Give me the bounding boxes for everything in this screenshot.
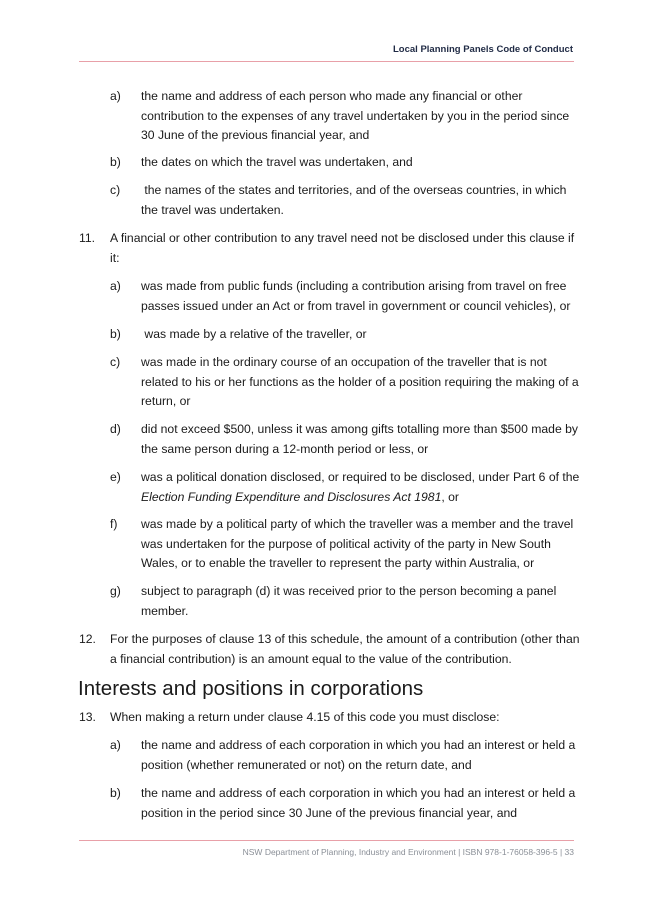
list-label: a) <box>110 738 121 752</box>
text-run: , or <box>441 489 459 504</box>
clause-number: 12. <box>79 632 96 646</box>
list-item-text: was made from public funds (including a contribution arising from travel on free passes issued under an Act or from travel in government or council vehicles), or <box>141 279 571 313</box>
list-label: f) <box>110 517 118 531</box>
clause-text: A financial or other contribution to any travel need not be disclosed under this clause if it: <box>110 231 575 265</box>
list-item-text: was made by a relative of the traveller, or <box>141 327 367 341</box>
clause-text: For the purposes of clause 13 of this schedule, the amount of a contribution (other than a financial contribution) is an amount equal to the value of the contribution. <box>110 632 580 666</box>
list-item-text: the name and address of each corporation in which you had an interest or held a position in the period since 30 June of the previous financial year, and <box>141 786 576 820</box>
list-item-text <box>141 468 581 507</box>
page-header-title: Local Planning Panels Code of Conduct <box>393 44 573 55</box>
page-footer: NSW Department of Planning, Industry and Environment | ISBN 978-1-76058-396-5 | 33 <box>242 847 574 857</box>
list-label: c) <box>110 355 121 369</box>
list-item-text: was made in the ordinary course of an occupation of the traveller that is not related to his or her functions as the holder of a position requiring the making of a return, or <box>141 355 579 408</box>
list-label: b) <box>110 327 121 341</box>
list-item-text: the name and address of each person who made any financial or other contribution to the expenses of any travel undertaken by you in the period since 30 June of the previous financial year, and <box>141 89 570 142</box>
list-item-text: the names of the states and territories, and of the overseas countries, in which the travel was undertaken. <box>141 183 570 217</box>
list-label: d) <box>110 422 121 436</box>
list-label: a) <box>110 279 121 293</box>
list-item-text: was made by a political party of which the traveller was a member and the travel was undertaken for the purpose of political activity of the party in New South Wales, or to enable the traveller to represent the party within Australia, or <box>141 517 574 570</box>
text-run: was a political donation disclosed, or required to be disclosed, under Part 6 of the <box>141 470 580 484</box>
list-label: c) <box>110 183 121 197</box>
section-heading: Interests and positions in corporations <box>78 677 424 700</box>
list-item-text: subject to paragraph (d) it was received prior to the person becoming a panel member. <box>141 584 557 618</box>
list-label: g) <box>110 584 121 598</box>
list-label: e) <box>110 470 121 484</box>
list-item-text: the name and address of each corporation in which you had an interest or held a position (whether remunerated or not) on the return date, and <box>141 738 576 772</box>
clause-number: 11. <box>79 231 96 245</box>
list-label: a) <box>110 89 121 103</box>
footer-divider <box>79 840 574 841</box>
clause-number: 13. <box>79 710 96 724</box>
list-label: b) <box>110 786 121 800</box>
act-title: Election Funding Expenditure and Disclosures Act 1981 <box>141 489 442 504</box>
clause-text: When making a return under clause 4.15 of this code you must disclose: <box>110 710 500 724</box>
list-item-text: did not exceed $500, unless it was among gifts totalling more than $500 made by the same person during a 12-month period or less, or <box>141 422 578 456</box>
list-label: b) <box>110 155 121 169</box>
list-item-text: the dates on which the travel was undertaken, and <box>141 155 413 169</box>
